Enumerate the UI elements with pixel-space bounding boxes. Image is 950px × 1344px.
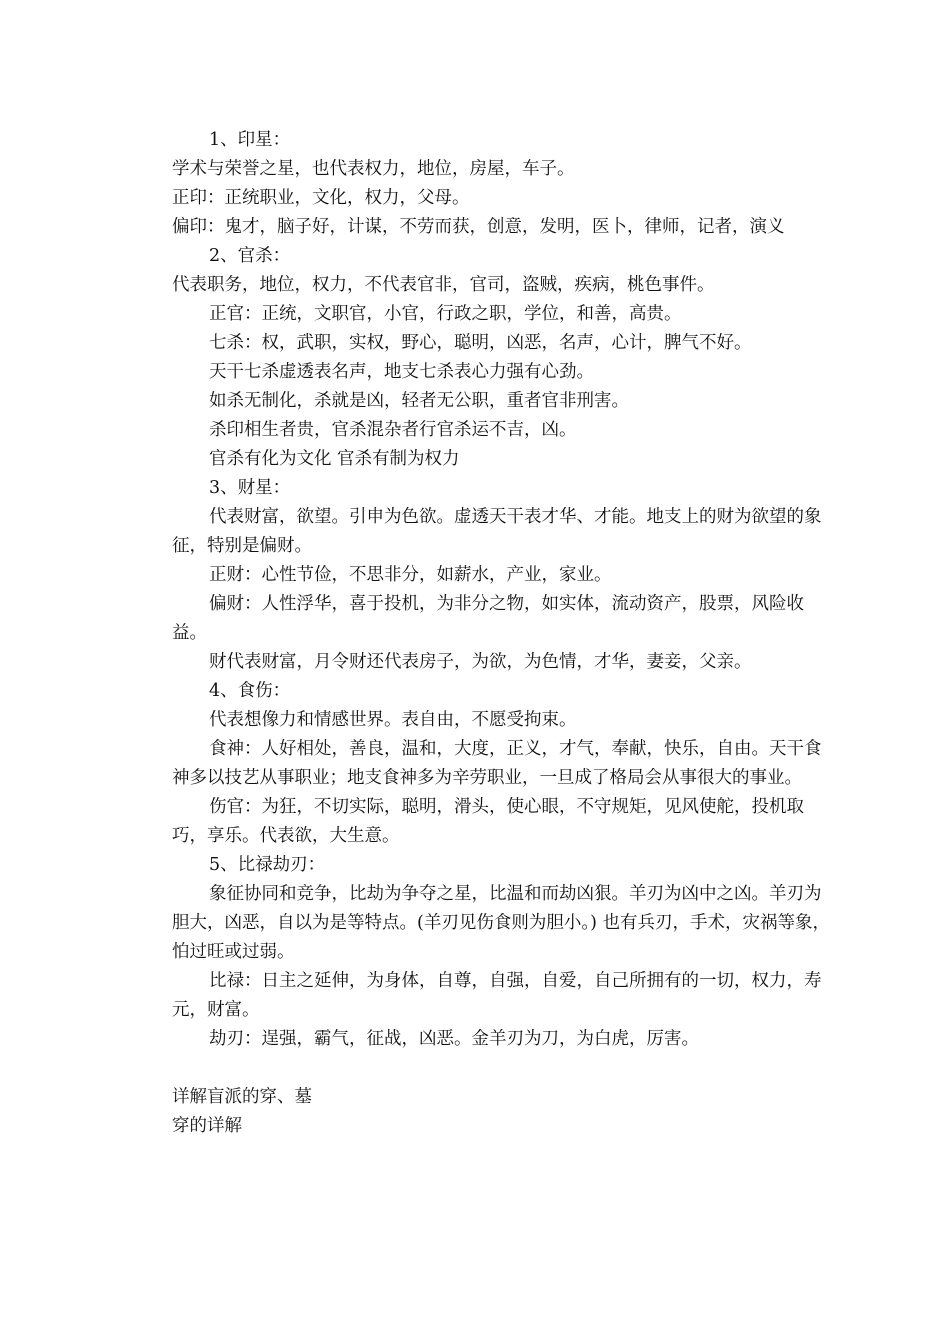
heading-yin-star: 1、印星： [209,130,291,150]
paragraph: 正财：心性节俭，不思非分，如薪水，产业，家业。 [209,565,612,585]
paragraph: 正印：正统职业，文化，权力，父母。 [172,188,470,208]
section-title: 详解盲派的穿、墓 [172,1087,312,1107]
paragraph: 代表财富，欲望。引申为色欲。虚透天干表才华、才能。地支上的财为欲望的象征，特别是偏财。 [172,507,822,556]
paragraph: 代表想像力和情感世界。表自由，不愿受拘束。 [209,710,577,730]
paragraph: 代表职务，地位，权力，不代表官非，官司，盗贼，疾病，桃色事件。 [172,275,715,295]
paragraph: 象征协同和竞争，比劫为争夺之星，比温和而劫凶狠。羊刃为凶中之凶。羊刃为胆大，凶恶，自以为是等特点。(羊刃见伤食则为胆小。) 也有兵刃，手术，灾祸等象，怕过旺或过弱。 [172,884,830,962]
paragraph: 天干七杀虚透表名声，地支七杀表心力强有心劲。 [209,362,594,382]
paragraph: 偏财：人性浮华，喜于投机，为非分之物，如实体，流动资产，股票，风险收益。 [172,594,804,643]
paragraph: 食神：人好相处，善良，温和，大度，正义，才气，奉献，快乐，自由。天干食神多以技艺从事职业；地支食神多为辛劳职业，一旦成了格局会从事很大的事业。 [172,739,822,788]
paragraph: 正官：正统，文职官，小官，行政之职，学位，和善，高贵。 [209,304,682,324]
paragraph: 劫刃：逞强，霸气，征战，凶恶。金羊刃为刀，为白虎，厉害。 [209,1029,699,1049]
paragraph: 比禄：日主之延伸，为身体，自尊，自强，自爱，自己所拥有的一切，权力，寿元，财富。 [172,971,822,1020]
heading-shi-shang: 4、食伤： [209,681,291,701]
heading-guan-sha: 2、官杀： [209,246,291,266]
heading-cai-star: 3、财星： [209,478,291,498]
paragraph: 七杀：权，武职，实权，野心，聪明，凶恶，名声，心计，脾气不好。 [209,333,752,353]
section-subtitle: 穿的详解 [172,1116,242,1136]
paragraph: 财代表财富，月令财还代表房子，为欲，为色情，才华，妻妾，父亲。 [209,652,752,672]
paragraph: 偏印：鬼才，脑子好，计谋，不劳而获，创意，发明，医卜，律师，记者，演义 [172,217,785,237]
paragraph: 学术与荣誉之星，也代表权力，地位，房屋，车子。 [172,159,575,179]
paragraph: 伤官：为狂，不切实际，聪明，滑头，使心眼，不守规矩，见风使舵，投机取巧，享乐。代表欲，大生意。 [172,797,804,846]
paragraph: 如杀无制化，杀就是凶，轻者无公职，重者官非刑害。 [209,391,629,411]
document-body [172,126,836,1141]
heading-bi-lu-jie-ren: 5、比禄劫刃： [209,855,326,875]
paragraph: 官杀有化为文化 官杀有制为权力 [209,449,460,469]
paragraph: 杀印相生者贵，官杀混杂者行官杀运不吉，凶。 [209,420,577,440]
